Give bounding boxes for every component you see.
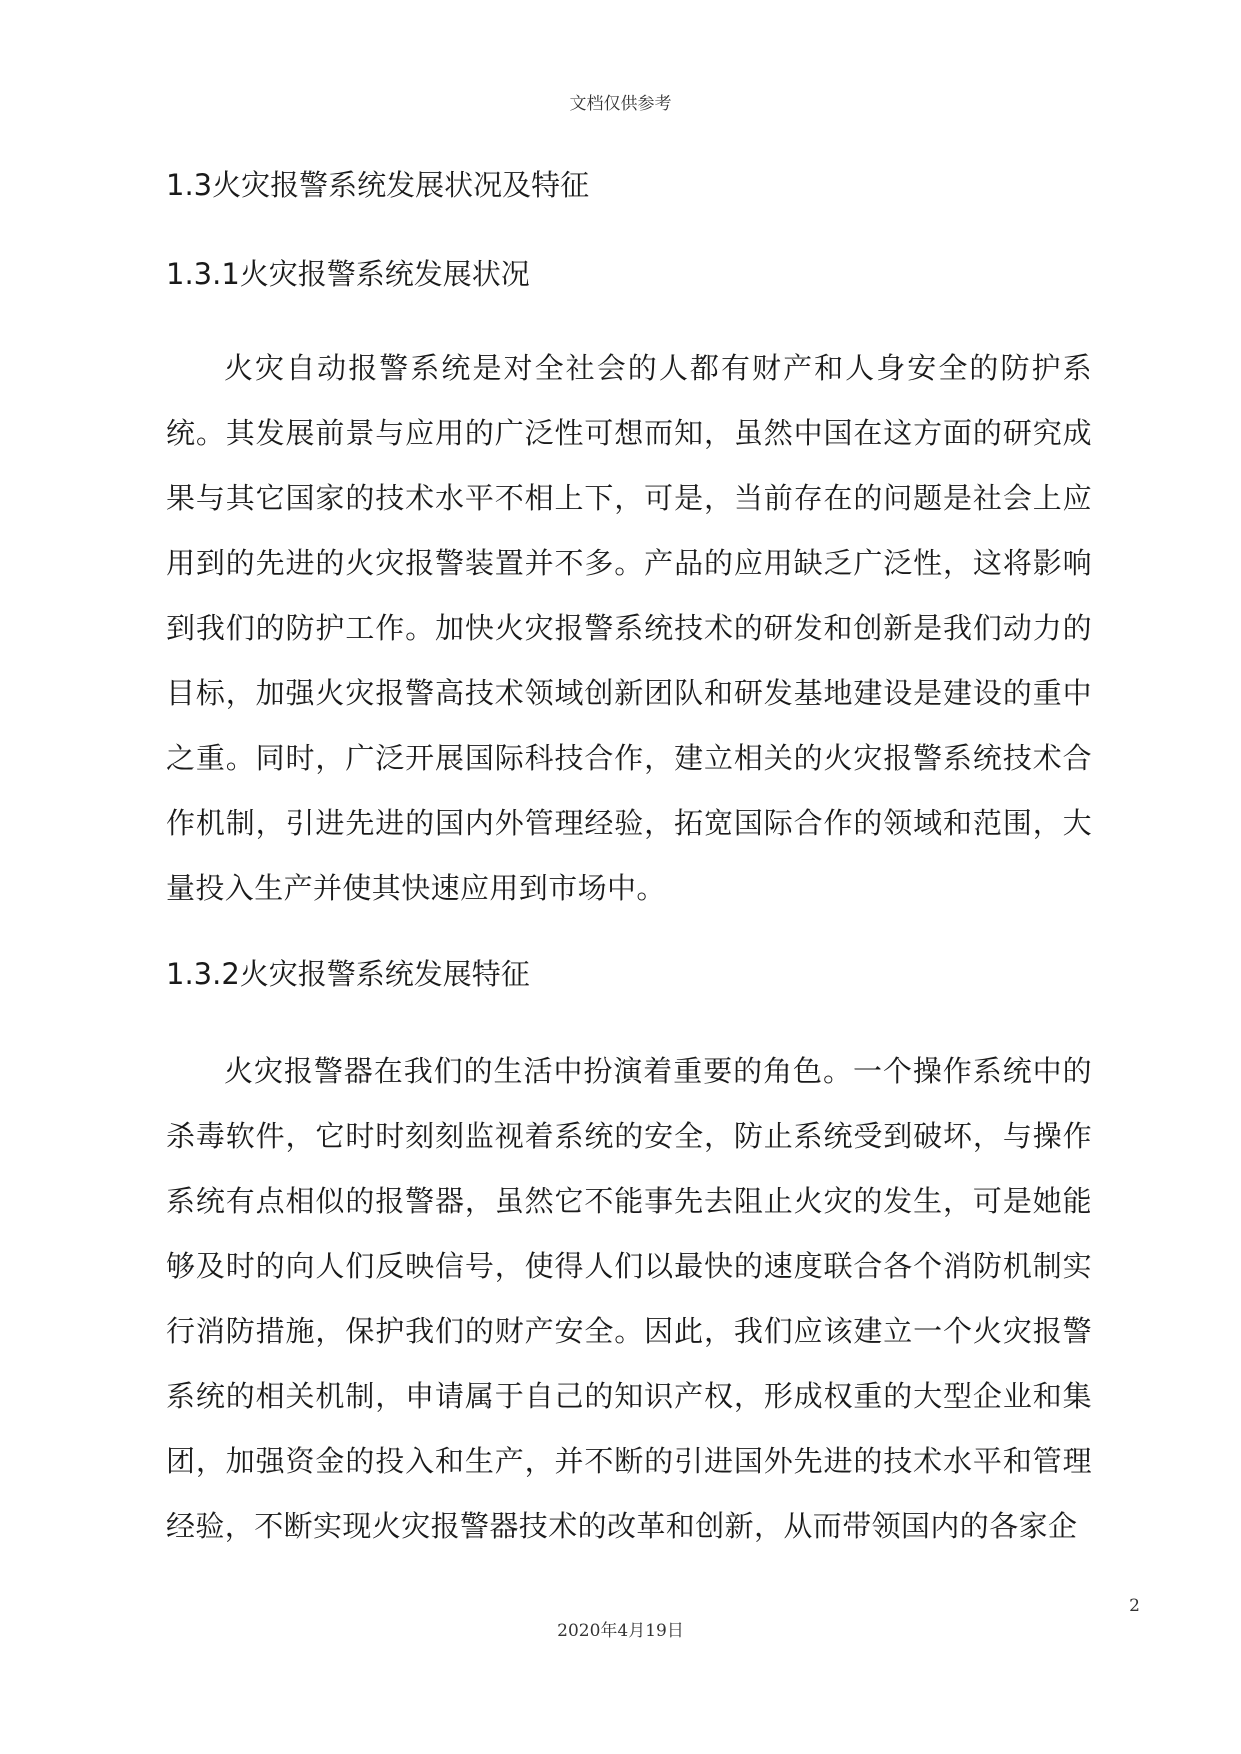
paragraph-development-features: 火灾报警器在我们的生活中扮演着重要的角色。一个操作系统中的杀毒软件，它时时刻刻监视着系统的安全，防止系统受到破坏，与操作系统有点相似的报警器，虽然它不能事先去阻止火灾的发生，可是她能够及时的向人们反映信号，使得人们以最快的速度联合各个消防机制实行消防措施，保护我们的财产安全。因此，我们应该建立一个火灾报警系统的相关机制，申请属于自己的知识产权，形成权重的大型企业和集团，加强资金的投入和生产，并不断的引进国外先进的技术水平和管理经验，不断实现火灾报警器技术的改革和创新，从而带领国内的各家企 — [166, 1054, 1092, 1543]
page-number: 2 — [1129, 1596, 1140, 1616]
page-footer-date: 2020年4月19日 — [557, 1621, 684, 1641]
page-header: 文档仅供参考 — [569, 94, 672, 114]
paragraph-development-status: 火灾自动报警系统是对全社会的人都有财产和人身安全的防护系统。其发展前景与应用的广泛性可想而知，虽然中国在这方面的研究成果与其它国家的技术水平不相上下，可是，当前存在的问题是社会上应用到的先进的火灾报警装置并不多。产品的应用缺乏广泛性，这将影响到我们的防护工作。加快火灾报警系统技术的研发和创新是我们动力的目标，加强火灾报警高技术领域创新团队和研发基地建设是建设的重中之重。同时，广泛开展国际科技合作，建立相关的火灾报警系统技术合作机制，引进先进的国内外管理经验，拓宽国际合作的领域和范围，大量投入生产并使其快速应用到市场中。 — [166, 351, 1092, 905]
section-title: 1.3火灾报警系统发展状况及特征 — [166, 168, 590, 202]
subsection-title-development-status: 1.3.1火灾报警系统发展状况 — [166, 257, 530, 291]
subsection-title-development-features: 1.3.2火灾报警系统发展特征 — [166, 957, 530, 991]
document-body — [166, 155, 1092, 1559]
